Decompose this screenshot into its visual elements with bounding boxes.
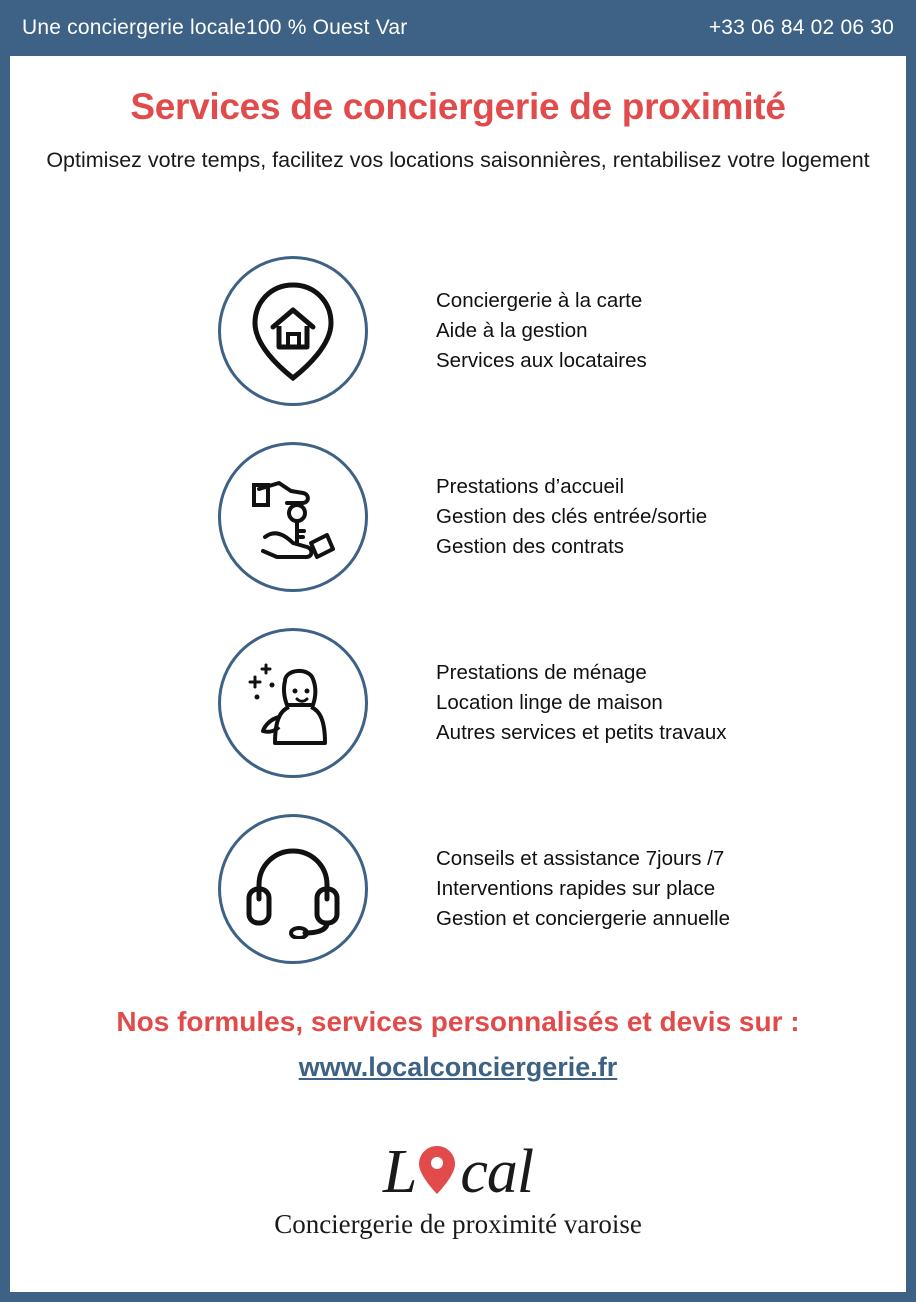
service-line: Autres services et petits travaux [436,721,727,744]
cleaning-person-icon [218,628,368,778]
page-subtitle: Optimisez votre temps, facilitez vos locations saisonnières, rentabilisez votre logement [46,148,870,172]
service-line: Gestion et conciergerie annuelle [436,907,731,930]
service-line: Services aux locataires [436,349,647,372]
service-text [436,472,707,562]
service-text [436,844,730,934]
service-item [10,424,906,610]
service-item [10,238,906,424]
service-line: Gestion des contrats [436,535,625,558]
logo-word-after: cal [460,1137,534,1206]
cta-text: Nos formules, services personnalisés et devis sur : [116,1006,800,1037]
key-handover-icon [218,442,368,592]
header-tagline: Une conciergerie locale100 % Ouest Var [22,16,408,39]
logo-wordmark [382,1137,534,1206]
service-line: Conciergerie à la carte [436,289,643,312]
service-item [10,610,906,796]
headset-support-icon [218,814,368,964]
service-line: Interventions rapides sur place [436,877,716,900]
header-bar [0,0,916,56]
service-line: Conseils et assistance 7jours /7 [436,847,725,870]
service-text [436,658,727,748]
header-phone: +33 06 84 02 06 30 [708,16,894,39]
logo-word-before: L [382,1137,417,1206]
service-item [10,796,906,982]
website-link[interactable]: www.localconciergerie.fr [298,1052,618,1082]
service-line: Location linge de maison [436,691,663,714]
logo-tagline: Conciergerie de proximité varoise [274,1209,642,1239]
page-title: Services de conciergerie de proximité [130,86,786,127]
location-pin-icon [416,1144,458,1207]
home-pin-icon [218,256,368,406]
services-list [10,238,906,982]
service-text [436,286,647,376]
logo [10,1137,906,1240]
service-line: Prestations d’accueil [436,475,625,498]
service-line: Aide à la gestion [436,319,588,342]
service-line: Gestion des clés entrée/sortie [436,505,708,528]
cta-url[interactable] [10,1052,906,1083]
service-line: Prestations de ménage [436,661,647,684]
